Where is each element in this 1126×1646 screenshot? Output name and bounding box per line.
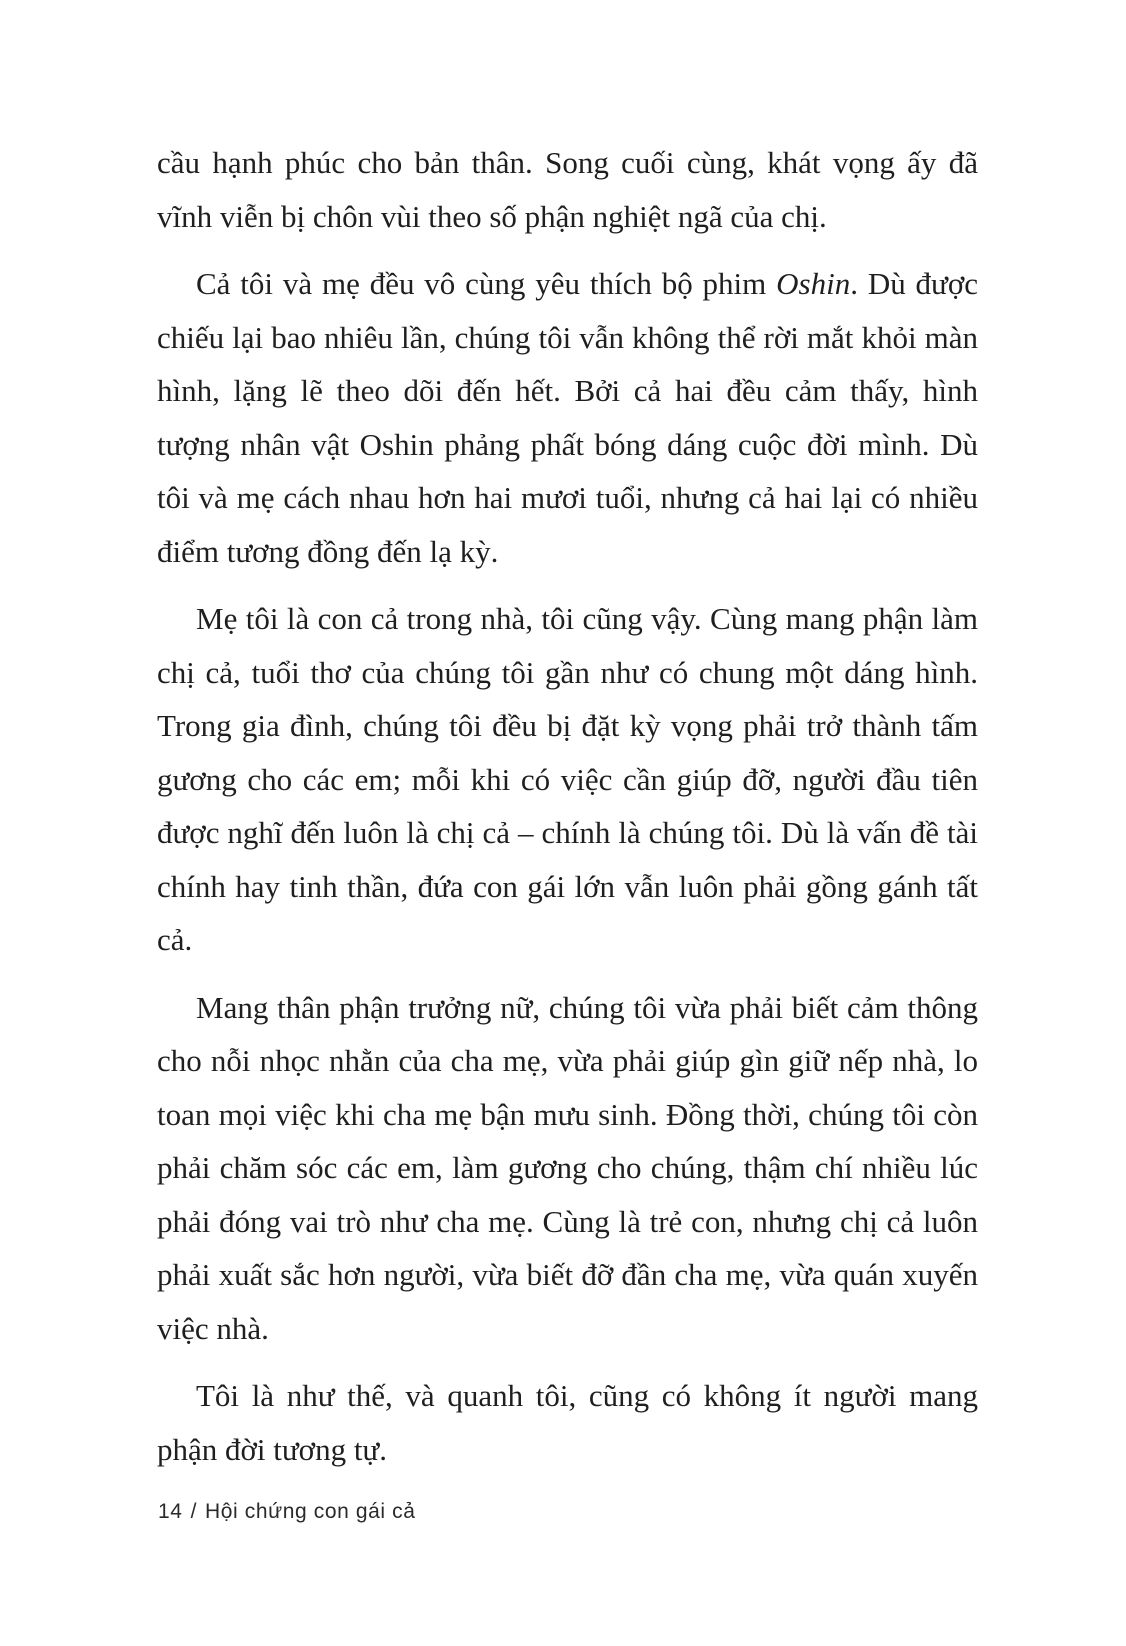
oshin-text-before: Cả tôi và mẹ đều vô cùng yêu thích bộ phim — [196, 266, 777, 301]
page-number: 14 — [158, 1500, 183, 1523]
paragraph-eldest-child: Mẹ tôi là con cả trong nhà, tôi cũng vậy. Cùng mang phận làm chị cả, tuổi thơ của chúng tôi gần như có chung một dáng hình. Trong gia đình, chúng tôi đều bị đặt kỳ vọng phải trở thành tấm gương cho các em; mỗi khi có việc cần giúp đỡ, người đầu tiên được nghĩ đến luôn là chị cả – chính là chúng tôi. Dù là vấn đề tài chính hay tinh thần, đứa con gái lớn vẫn luôn phải gồng gánh tất cả. — [157, 601, 978, 957]
oshin-text-after: . Dù được chiếu lại bao nhiêu lần, chúng tôi vẫn không thể rời mắt khỏi màn hình, lặng lẽ theo dõi đến hết. Bởi cả hai đều cảm thấy, hình tượng nhân vật Oshin phảng phất bóng dáng cuộc đời mình. Dù tôi và mẹ cách nhau hơn hai mươi tuổi, nhưng cả hai lại có nhiều điểm tương đồng đến lạ kỳ. — [157, 266, 979, 569]
paragraph-eldest-daughter-duties: Mang thân phận trưởng nữ, chúng tôi vừa phải biết cảm thông cho nỗi nhọc nhằn của cha mẹ, vừa phải giúp gìn giữ nếp nhà, lo toan mọi việc khi cha mẹ bận mưu sinh. Đồng thời, chúng tôi còn phải chăm sóc các em, làm gương cho chúng, thậm chí nhiều lúc phải đóng vai trò như cha mẹ. Cùng là trẻ con, nhưng chị cả luôn phải xuất sắc hơn người, vừa biết đỡ đần cha mẹ, vừa quán xuyến việc nhà. — [157, 989, 978, 1346]
paragraph-closing: Tôi là như thế, và quanh tôi, cũng có không ít người mang phận đời tương tự. — [157, 1378, 978, 1467]
paragraph-oshin — [157, 257, 978, 578]
page-footer — [158, 1500, 416, 1524]
film-title-oshin: Oshin — [776, 266, 851, 301]
running-title: Hội chứng con gái cả — [205, 1500, 416, 1523]
body-text — [157, 136, 978, 1476]
paragraph-continued: cầu hạnh phúc cho bản thân. Song cuối cùng, khát vọng ấy đã vĩnh viễn bị chôn vùi theo số phận nghiệt ngã của chị. — [157, 145, 978, 234]
footer-separator: / — [190, 1500, 197, 1523]
